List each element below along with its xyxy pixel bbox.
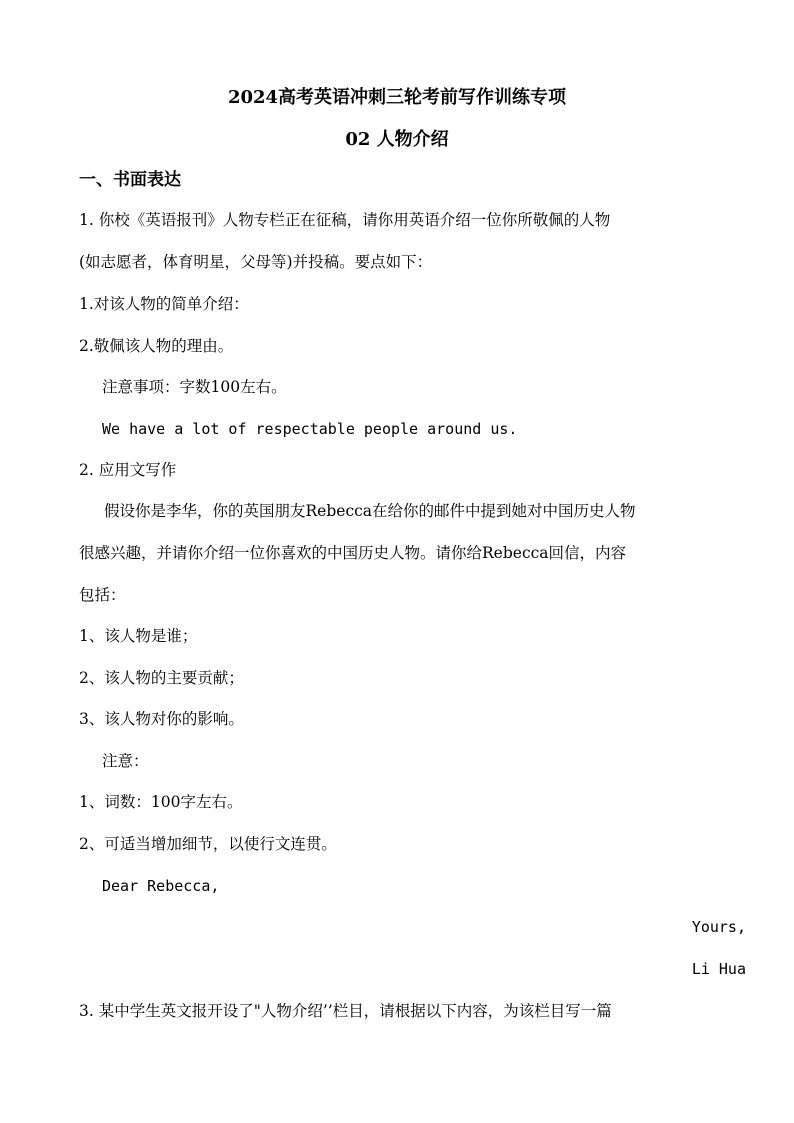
letter-signature: Li Hua <box>691 960 746 978</box>
q1-point1: 1.对该人物的简单介绍： <box>79 295 249 313</box>
q2-note1: 1、词数：100字左右。 <box>79 793 243 811</box>
q1-line1: 1. 你校《英语报刊》人物专栏正在征稿，请你用英语介绍一位你所敬佩的人物 <box>79 211 611 229</box>
section-heading: 一、书面表达 <box>79 170 181 190</box>
q1-start-sentence: We have a lot of respectable people around us. <box>102 420 518 438</box>
q1-note: 注意事项：字数100左右。 <box>102 378 287 396</box>
q1-line2: (如志愿者，体育明星，父母等)并投稿。要点如下： <box>79 253 433 271</box>
q2-point1: 1、该人物是谁； <box>79 627 198 645</box>
q2-line2: 很感兴趣，并请你介绍一位你喜欢的中国历史人物。请你给Rebecca回信，内容 <box>79 544 627 562</box>
letter-closing: Yours, <box>691 918 746 936</box>
q2-line3: 包括： <box>79 586 126 604</box>
q2-note-title: 注意： <box>102 752 149 770</box>
q3-line1: 3. 某中学生英文报开设了"人物介绍’’栏目，请根据以下内容，为该栏目写一篇 <box>79 1002 612 1020</box>
q2-line1: 假设你是李华，你的英国朋友Rebecca在给你的邮件中提到她对中国历史人物 <box>104 502 636 520</box>
q2-note2: 2、可适当增加细节，以使行文连贯。 <box>79 835 337 853</box>
letter-greeting: Dear Rebecca, <box>102 877 220 895</box>
doc-subtitle: 02 人物介绍 <box>345 129 449 150</box>
q2-point3: 3、该人物对你的影响。 <box>79 710 244 728</box>
q2-title: 2. 应用文写作 <box>79 461 177 479</box>
q2-point2: 2、该人物的主要贡献； <box>79 669 244 687</box>
doc-title: 2024高考英语冲刺三轮考前写作训练专项 <box>227 87 567 108</box>
q1-point2: 2.敬佩该人物的理由。 <box>79 337 234 355</box>
